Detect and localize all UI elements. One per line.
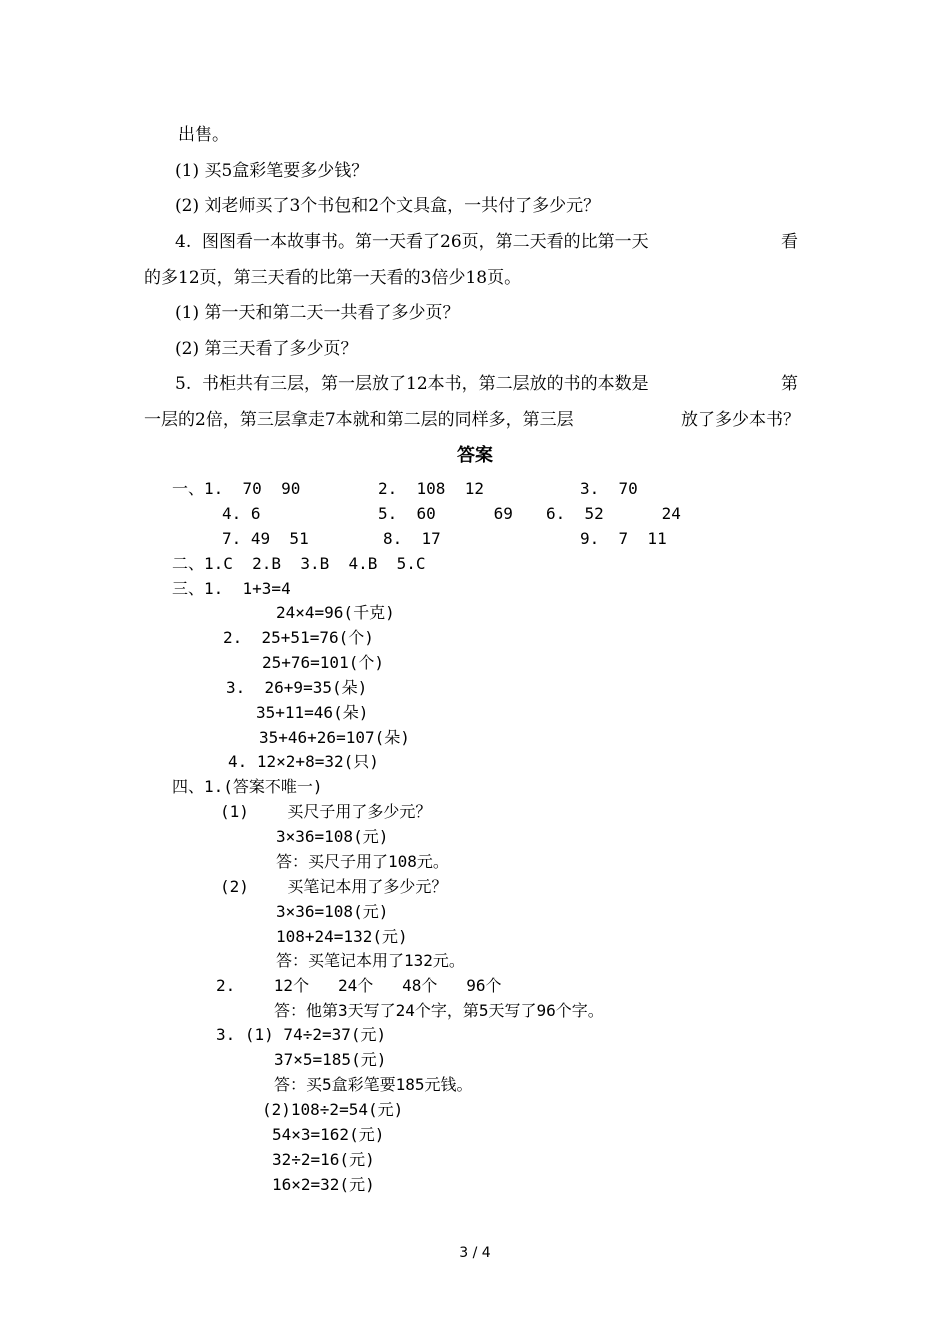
answer-line: 答：买笔记本用了132元。 (276, 951, 465, 970)
answer-line: 8. 17 (383, 529, 441, 548)
answer-line: 答：买5盒彩笔要185元钱。 (274, 1075, 473, 1094)
answer-line: 3. 70 (580, 479, 638, 498)
answer-line: 2. 25+51=76(个) (223, 628, 374, 647)
question-line: (2) 第三天看了多少页？ (175, 339, 358, 359)
answer-line: 二、1.C 2.B 3.B 4.B 5.C (172, 554, 426, 573)
question-line: (2) 刘老师买了3个书包和2个文具盒，一共付了多少元？ (175, 196, 601, 216)
question-line: 第 (781, 374, 798, 394)
answer-line: 108+24=132(元) (276, 927, 408, 946)
question-line: 放了多少本书？ (681, 410, 800, 430)
page-number: 3 / 4 (459, 1245, 491, 1261)
question-line: 出售。 (178, 125, 229, 145)
answer-line: 25+76=101(个) (262, 653, 384, 672)
answer-line: 6. 52 24 (546, 504, 681, 523)
question-line: 4. 图图看一本故事书。第一天看了26页，第二天看的比第一天 (175, 232, 649, 252)
answer-line: 37×5=185(元) (274, 1050, 387, 1069)
answer-line: (2) 买笔记本用了多少元？ (220, 877, 448, 896)
answer-line: 5. 60 69 (378, 504, 513, 523)
question-line: 看 (781, 232, 798, 252)
answer-line: 三、1. 1+3=4 (172, 579, 291, 598)
answer-line: 4. 12×2+8=32(只) (228, 752, 379, 771)
question-line: 5. 书柜共有三层，第一层放了12本书，第二层放的书的本数是 (175, 374, 649, 394)
answer-line: (1) 买尺子用了多少元？ (220, 802, 432, 821)
question-line: 一层的2倍，第三层拿走7本就和第二层的同样多，第三层 (144, 410, 574, 430)
answer-line: 2. 12个 24个 48个 96个 (216, 976, 502, 995)
question-line: 的多12页，第三天看的比第一天看的3倍少18页。 (144, 268, 522, 288)
answer-line: 3×36=108(元) (276, 902, 389, 921)
answer-line: 16×2=32(元) (272, 1175, 375, 1194)
question-line: (1) 买5盒彩笔要多少钱？ (175, 161, 369, 181)
answer-line: 9. 7 11 (580, 529, 667, 548)
answer-line: 24×4=96(千克) (276, 603, 395, 622)
answer-line: 2. 108 12 (378, 479, 484, 498)
answer-line: 54×3=162(元) (272, 1125, 385, 1144)
answer-line: 3×36=108(元) (276, 827, 389, 846)
answer-line: 四、1.(答案不唯一) (172, 777, 323, 796)
question-line: (1) 第一天和第二天一共看了多少页？ (175, 303, 460, 323)
answer-title: 答案 (457, 445, 493, 466)
answer-line: 一、1. 70 90 (172, 479, 301, 498)
answer-line: 答：买尺子用了108元。 (276, 852, 449, 871)
answer-line: 3. (1) 74÷2=37(元) (216, 1025, 387, 1044)
answer-line: 7. 49 51 (222, 529, 309, 548)
answer-line: 答：他第3天写了24个字，第5天写了96个字。 (274, 1001, 604, 1020)
answer-line: 35+11=46(朵) (256, 703, 369, 722)
answer-line: 4. 6 (222, 504, 261, 523)
answer-line: 32÷2=16(元) (272, 1150, 375, 1169)
answer-line: (2)108÷2=54(元) (262, 1100, 404, 1119)
answer-line: 35+46+26=107(朵) (259, 728, 410, 747)
answer-line: 3. 26+9=35(朵) (226, 678, 368, 697)
